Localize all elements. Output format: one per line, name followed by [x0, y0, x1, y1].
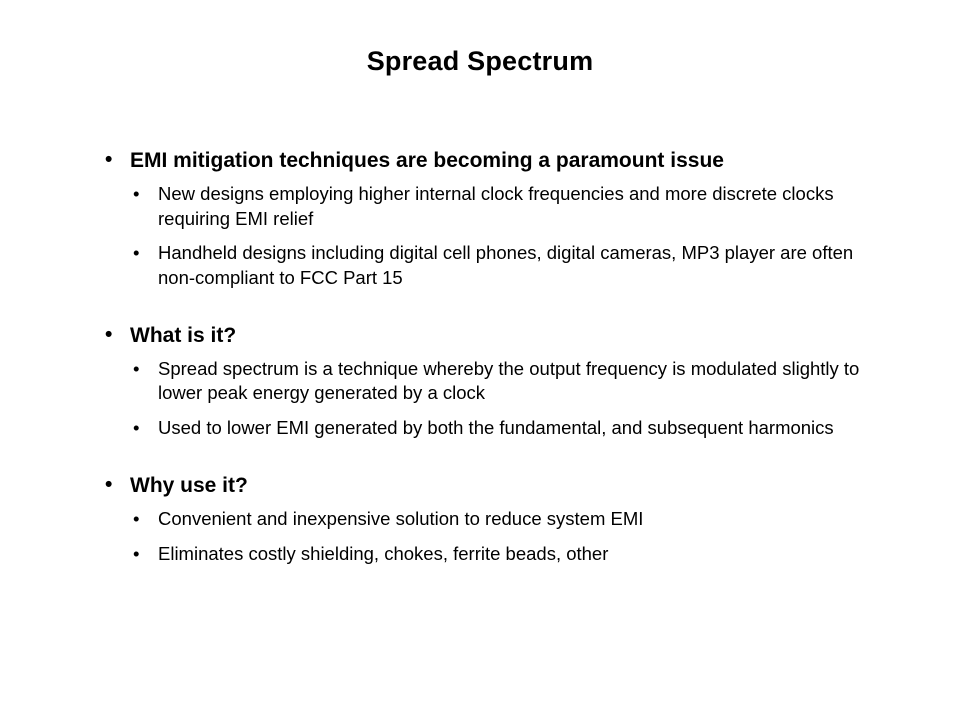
bullet-icon: •	[133, 417, 140, 439]
section-heading	[100, 473, 890, 499]
section-spacer	[100, 301, 890, 323]
list-item-text: Used to lower EMI generated by both the fundamental, and subsequent harmonics	[158, 417, 834, 439]
list-item	[100, 357, 890, 406]
section-heading	[100, 323, 890, 349]
bullet-icon: •	[133, 183, 140, 205]
bullet-icon: •	[133, 357, 140, 379]
page-title: Spread Spectrum	[366, 46, 594, 76]
section-heading-text: What is it?	[130, 323, 237, 347]
list-item	[100, 416, 890, 441]
list-item	[100, 507, 890, 532]
list-item-text: Convenient and inexpensive solution to reduce system EMI	[158, 507, 644, 529]
list-item	[100, 542, 890, 567]
section-spacer	[100, 451, 890, 473]
bullet-icon: •	[105, 472, 113, 496]
section-heading-text: EMI mitigation techniques are becoming a paramount issue	[130, 149, 724, 172]
list-item	[100, 241, 890, 290]
slide-body	[100, 148, 890, 576]
list-item-text: New designs employing higher internal clock frequencies and more discrete clocks requiring EMI relief	[158, 183, 834, 229]
bullet-icon: •	[133, 542, 140, 564]
section-heading-text: Why use it?	[130, 473, 248, 497]
bullet-icon: •	[105, 322, 113, 346]
list-item-text: Eliminates costly shielding, chokes, ferrite beads, other	[158, 542, 609, 564]
list-item-text: Handheld designs including digital cell phones, digital cameras, MP3 player are often non-compliant to FCC Part 15	[158, 242, 854, 289]
section-heading	[100, 148, 890, 174]
bullet-icon: •	[105, 148, 113, 171]
bullet-icon: •	[133, 242, 140, 264]
bullet-icon: •	[133, 507, 140, 529]
list-item	[100, 182, 890, 231]
list-item-text: Spread spectrum is a technique whereby the output frequency is modulated slightly to lower peak energy generated by a clock	[158, 357, 860, 404]
